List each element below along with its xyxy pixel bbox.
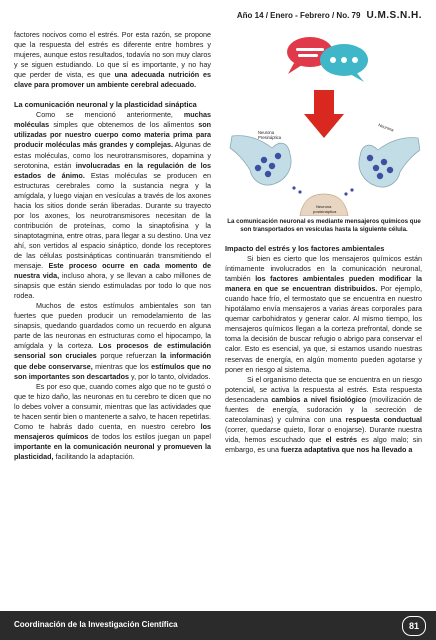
text-run: (correr, quedarse quieto, llorar o enojarse). Durante nuestra vida, hemos escuchado que bbox=[225, 424, 422, 444]
text-run: Es por eso que, cuando comes algo que no te gustó o que te hizo daño, las neuronas en tu cerebro te dicen que no lo debes volver a consumir, mientras que las actividades que te hacen sentir bien o mantenerte a salvo, te hacen repetirlas. Como te habrás dado cuenta, en nuestro cerebro bbox=[14, 381, 211, 431]
bold-run: los factores ambientales pueden modificar la manera en que se encuentran distribuidos. bbox=[225, 274, 423, 294]
left-column bbox=[14, 30, 211, 462]
text-run: (movilización de fuentes de energía, sudoración y la secreción de catecolaminas) y culmina con una bbox=[225, 394, 423, 424]
right-column bbox=[225, 244, 422, 455]
presynaptic-neuron-left bbox=[230, 136, 291, 185]
bold-run: Los procesos de estimulación sensorial son cruciales bbox=[14, 341, 211, 361]
bold-run: involucradas en la regulación de los estados de ánimo. bbox=[14, 160, 212, 180]
paragraph-messengers bbox=[14, 382, 211, 462]
bold-run: Este proceso ocurre en cada momento de nuestra vida, bbox=[14, 261, 211, 281]
text-run: Estas moléculas se producen en estructuras cerebrales como la sustancia negra y la amígdala, y luego viajan en vesículas a través de los axones hacia los sitios donde serán liberadas. Durante su trayecto por los axones, los neurotransmisores necesitan de la contribución de proteínas, como la sinaptofisina y la sinaptotagmina, entre otras, para llegar a su destino. Una vez ahí, son vertidos al espacio sináptico, donde los receptores de las células postsinápticas continuarán transmitiendo el mensaje. bbox=[14, 170, 211, 271]
bold-run: cambios a nivel fisiológico bbox=[271, 394, 367, 404]
organization-name: U.M.S.N.H. bbox=[366, 10, 422, 21]
text-run: y, por lo tanto, olvidados. bbox=[129, 371, 211, 381]
section-heading-communication: La comunicación neuronal y la plasticidad sináptica bbox=[14, 100, 197, 110]
neuron-illustration bbox=[228, 30, 420, 216]
paragraph-stimuli bbox=[14, 301, 211, 381]
text-run: Algunas de estas moléculas, como los neurotransmisores, dopamina y serotonina, están bbox=[14, 140, 211, 170]
bold-run: fuerza adaptativa que nos ha llevado a bbox=[280, 444, 413, 454]
paragraph-stress-response bbox=[225, 375, 422, 455]
text-run: factores nocivos como el estrés. Por esta razón, se propone que la respuesta del estrés es diferente entre hombres y mujeres, aunque estos resultados, todavía no son muy claros y se siguen estudiando. Lo que sí es importante, y no hay que perder de vista, es que bbox=[14, 30, 211, 80]
text-run: Si el organismo detecta que se encuentra en un riesgo potencial, se activa la respuesta al estrés. Esta respuesta desencadena bbox=[225, 374, 422, 404]
label-presynaptic-line2: Presináptica bbox=[258, 135, 282, 140]
section-heading-stress: Impacto del estrés y los factores ambientales bbox=[225, 244, 385, 253]
page-header bbox=[237, 10, 422, 21]
paragraph-molecules bbox=[14, 110, 211, 301]
paragraph-environment bbox=[225, 254, 422, 375]
bold-run: la información que debe conservarse, bbox=[14, 351, 211, 371]
label-neurona-right: Neurona bbox=[377, 122, 395, 133]
bold-run: respuesta conductual bbox=[345, 414, 423, 424]
page-footer bbox=[0, 611, 436, 640]
down-arrow-icon bbox=[304, 90, 344, 138]
bold-run: una adecuada nutrición es clave para promover un ambiente cerebral adecuado. bbox=[14, 70, 211, 90]
bold-run: muchas moléculas bbox=[14, 110, 211, 130]
label-presynaptic-line1: Neurona bbox=[258, 130, 275, 135]
text-run: Por ejemplo, cuando hace frío, el termostato que se encuentra en nuestro hipotálamo envía mensajeros a varias áreas corporales para quemar carbohidratos y generar calor. Al mismo tiempo, los mensajeros químicos llegan a la corteza prefrontal, donde se toma la decisión de buscar refugio o abrigo para conservar el calor. Esto es esencial, ya que, si estamos usando nuestras reservas de energía, en algún momento pueden agotarse y poner en riesgo al sistema. bbox=[225, 284, 422, 374]
text-run: facilitando la adaptación. bbox=[53, 451, 135, 461]
text-run: incluso ahora, y se llevan a cabo millones de sinapsis que están siendo estimuladas por todo lo que nos rodea. bbox=[14, 271, 212, 301]
bold-run: estímulos que no son importantes son descartados bbox=[14, 361, 211, 381]
text-run: porque refuerzan bbox=[96, 351, 161, 361]
text-run: Como se mencionó anteriormente, bbox=[36, 110, 184, 120]
issue-info: Año 14 / Enero - Febrero / No. 79 bbox=[236, 11, 361, 20]
bold-run: el estrés bbox=[325, 434, 357, 444]
text-run: es algo malo; sin embargo, es una bbox=[225, 434, 422, 454]
page-number: 81 bbox=[402, 616, 426, 636]
bold-run: son utilizadas por nuestro cuerpo como materia prima para producir moléculas más grandes y complejas. bbox=[14, 120, 211, 150]
bold-run: los mensajeros químicos bbox=[14, 421, 211, 441]
text-run: Si bien es cierto que los mensajeros químicos están íntimamente involucrados en la comunicación neuronal, también bbox=[225, 254, 422, 284]
presynaptic-neuron-right bbox=[359, 138, 420, 187]
label-postsynaptic-line1: Neurona bbox=[316, 204, 332, 209]
text-run: mientras que los bbox=[92, 361, 152, 371]
speech-bubble-right bbox=[320, 44, 368, 82]
text-run: de todos los estilos juegan un papel bbox=[88, 431, 212, 441]
paragraph-nutrition bbox=[14, 30, 211, 90]
figure-caption: La comunicación neuronal es mediante mensajeros químicos que son transportados en vesículas hasta la siguiente célula. bbox=[227, 218, 421, 233]
text-run: Muchos de estos estímulos ambientales son tan fuertes que pueden producir un remodelamiento de las sinapsis, quedando guardados como un recuerdo en alguna parte de las neuronas en estructuras como el hipocampo, la amígdala y la corteza. bbox=[14, 301, 211, 351]
footer-title: Coordinación de la Investigación Científica bbox=[14, 620, 178, 629]
label-postsynaptic-line2: postsináptica bbox=[313, 209, 337, 214]
bold-run: importante en la comunicación neuronal y promueven la plasticidad, bbox=[14, 441, 211, 461]
text-run: simples que obtenemos de los alimentos bbox=[49, 120, 199, 130]
